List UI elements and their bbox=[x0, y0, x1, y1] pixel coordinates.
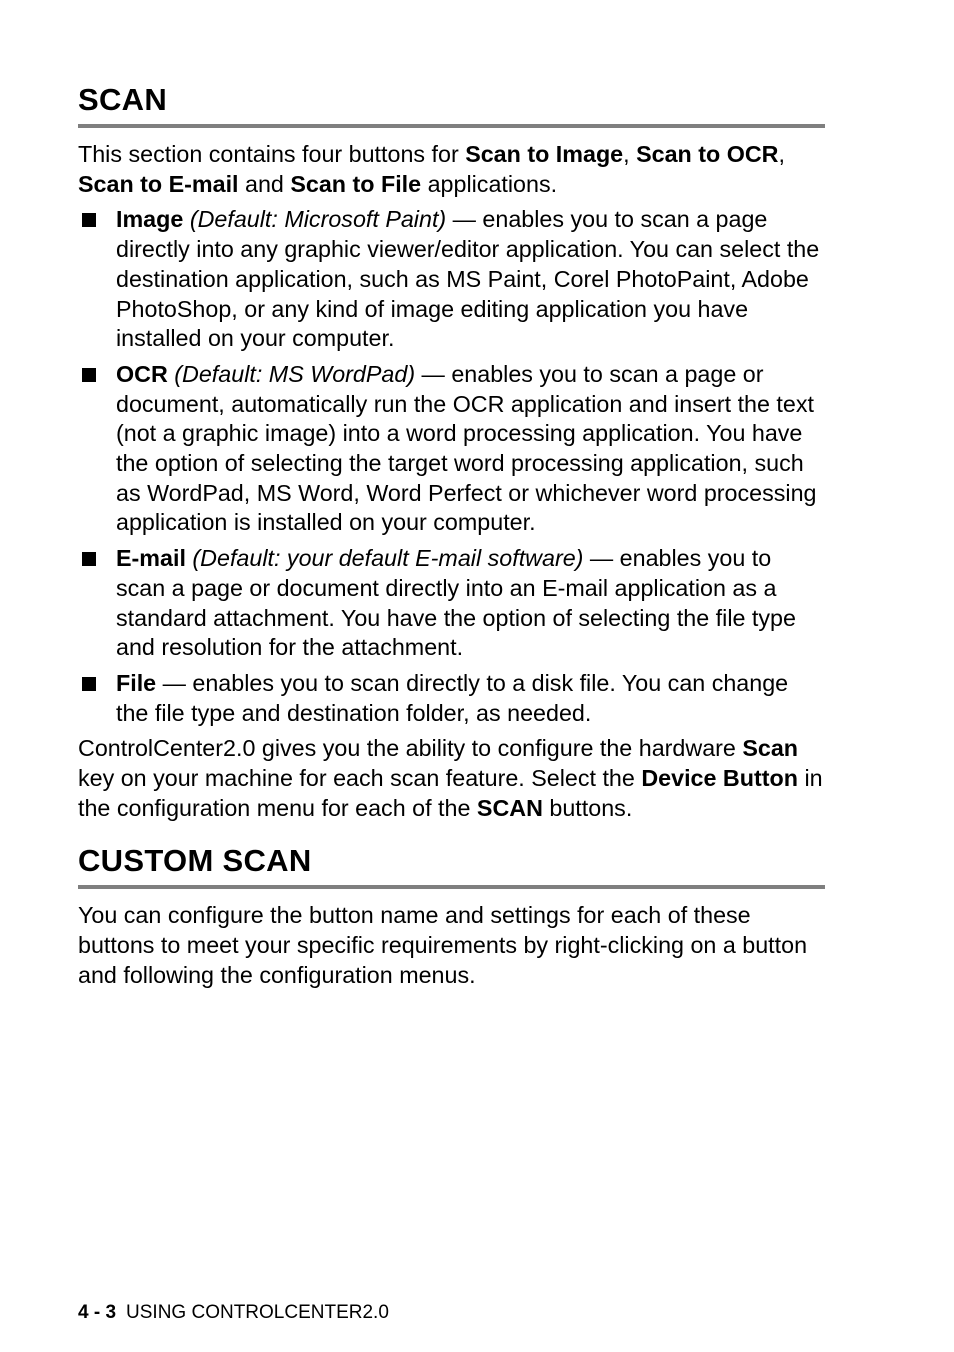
page-number: 4 - 3 bbox=[78, 1302, 117, 1323]
list-item-image: Image (Default: Microsoft Paint) — enables you to scan a page directly into any graphic viewer/editor application. You can select the destination application, such as MS Paint, Corel PhotoPaint, Adobe PhotoShop, or any kind of image editing application you have installed on your computer. bbox=[78, 205, 825, 354]
controlcenter-paragraph: ControlCenter2.0 gives you the ability to configure the hardware Scan key on your machine for each scan feature. Select the Device Button in the configuration menu for each of the SCAN buttons. bbox=[78, 735, 823, 821]
scan-to-email-term: Scan to E-mail bbox=[78, 170, 239, 197]
square-bullet-icon bbox=[82, 677, 96, 691]
list-item-ocr: OCR (Default: MS WordPad) — enables you to scan a page or document, automatically run the OCR application and insert the text (not a graphic image) into a word processing application. You have the option of selecting the target word processing application, such as WordPad, MS Word, Word Perfect or whichever word processing application is installed on your computer. bbox=[78, 360, 825, 538]
scan-to-image-term: Scan to Image bbox=[465, 141, 624, 167]
square-bullet-icon bbox=[82, 552, 96, 566]
list-item-email: E-mail (Default: your default E-mail software) — enables you to scan a page or document directly into an E-mail application as a standard attachment. You have the option of selecting the file type and resolution for the attachment. bbox=[78, 544, 825, 663]
section-heading-custom-scan: CUSTOM SCAN bbox=[78, 843, 825, 889]
custom-scan-paragraph: You can configure the button name and settings for each of these buttons to meet your specific requirements by right-clicking on a button and following the configuration menus. bbox=[78, 902, 808, 988]
scan-to-ocr-term: Scan to OCR bbox=[636, 141, 779, 167]
list-item-file: File — enables you to scan directly to a disk file. You can change the file type and destination folder, as needed. bbox=[78, 669, 825, 728]
square-bullet-icon bbox=[82, 213, 96, 227]
scan-button-list bbox=[78, 205, 825, 728]
section-heading-scan: SCAN bbox=[78, 82, 825, 128]
chapter-title: USING CONTROLCENTER2.0 bbox=[126, 1302, 389, 1323]
page-content bbox=[78, 0, 825, 991]
square-bullet-icon bbox=[82, 368, 96, 382]
page-footer bbox=[78, 1301, 389, 1325]
scan-to-file-term: Scan to File bbox=[290, 170, 422, 197]
scan-intro-paragraph: This section contains four buttons for Scan to Image, Scan to OCR, Scan to E-mail and Scan to File applications. bbox=[78, 141, 785, 197]
